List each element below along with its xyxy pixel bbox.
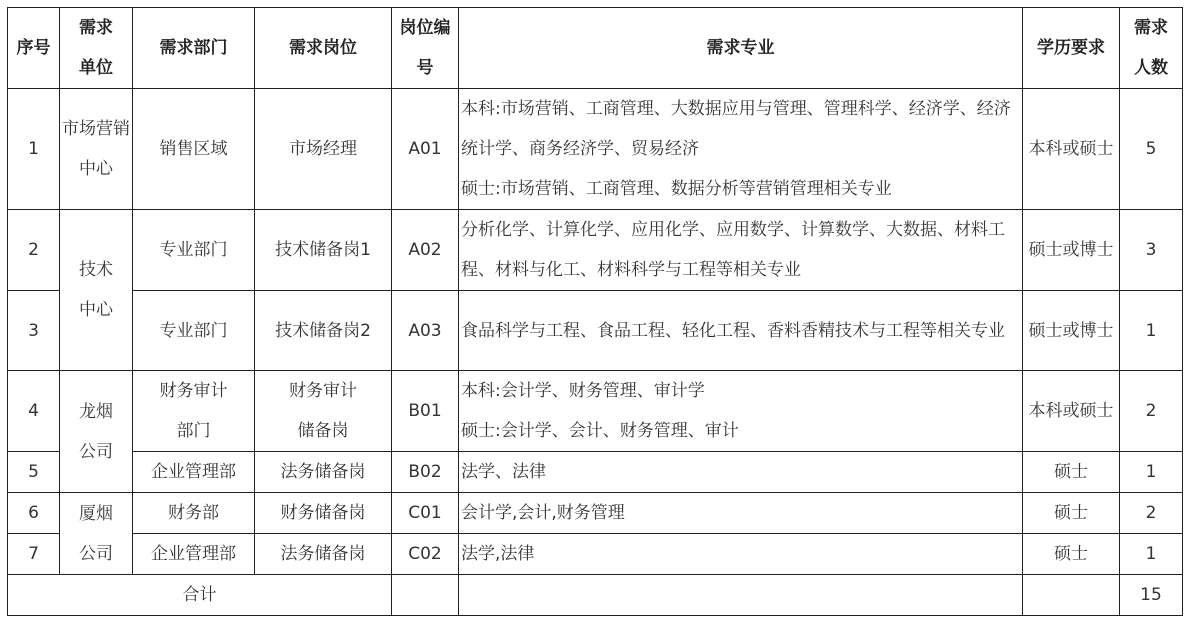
row-major	[459, 210, 1023, 291]
row-major-text: 分析化学、计算化学、应用化学、应用数学、计算数学、大数据、材料工程、材料与化工、材料科学与工程等相关专业	[461, 220, 1005, 280]
unit-xiayan-company	[60, 493, 133, 575]
row-code: A01	[392, 89, 459, 210]
header-count-line2: 人数	[1134, 58, 1168, 78]
row-count: 3	[1120, 210, 1183, 291]
row-dept: 专业部门	[133, 291, 255, 371]
row-count: 1	[1120, 291, 1183, 371]
row-edu: 硕士或博士	[1023, 210, 1120, 291]
total-row	[8, 575, 1183, 616]
row-count: 5	[1120, 89, 1183, 210]
unit-longyan-company	[60, 371, 133, 493]
table-row	[8, 452, 1183, 493]
row-edu: 本科或硕士	[1023, 371, 1120, 452]
table-row	[8, 371, 1183, 452]
row-count: 2	[1120, 493, 1183, 534]
row-count: 1	[1120, 452, 1183, 493]
row-post: 财务储备岗	[255, 493, 392, 534]
recruitment-table	[7, 7, 1183, 616]
row-edu: 硕士	[1023, 534, 1120, 575]
row-code: C01	[392, 493, 459, 534]
row-major: 法学,法律	[459, 534, 1023, 575]
header-unit-line1: 需求	[79, 18, 113, 38]
total-edu-empty	[1023, 575, 1120, 616]
row-major	[459, 89, 1023, 210]
row-dept: 企业管理部	[133, 452, 255, 493]
row-seq: 1	[8, 89, 60, 210]
header-row	[8, 8, 1183, 89]
unit-marketing-line1: 市场营销	[62, 119, 130, 139]
row-major-undergrad: 本科:市场营销、工商管理、大数据应用与管理、管理科学、经济学、经济统计学、商务经济学、贸易经济	[461, 99, 1011, 159]
header-code	[392, 8, 459, 89]
row-dept-line2: 部门	[176, 421, 211, 441]
unit-xiayan-line2: 公司	[79, 543, 113, 564]
header-dept: 需求部门	[133, 8, 255, 89]
row-edu: 硕士	[1023, 493, 1120, 534]
row-code: A03	[392, 291, 459, 371]
unit-tech-line2: 中心	[79, 300, 113, 320]
row-edu: 硕士	[1023, 452, 1120, 493]
row-post: 市场经理	[255, 89, 392, 210]
row-seq: 6	[8, 493, 60, 534]
row-post	[255, 371, 392, 452]
header-edu: 学历要求	[1023, 8, 1120, 89]
row-major-master: 硕士:市场营销、工商管理、数据分析等营销管理相关专业	[461, 179, 892, 199]
row-dept: 销售区域	[133, 89, 255, 210]
row-dept	[133, 371, 255, 452]
table-row	[8, 291, 1183, 371]
header-major: 需求专业	[459, 8, 1023, 89]
unit-longyan-line1: 龙烟	[79, 401, 113, 422]
unit-marketing-center	[60, 89, 133, 210]
row-post-line2: 储备岗	[297, 421, 349, 441]
row-code: B02	[392, 452, 459, 493]
total-label: 合计	[8, 575, 392, 616]
row-count: 1	[1120, 534, 1183, 575]
row-post-line1: 财务审计	[289, 381, 357, 401]
row-major: 会计学,会计,财务管理	[459, 493, 1023, 534]
unit-marketing-line2: 中心	[79, 159, 113, 179]
header-count	[1120, 8, 1183, 89]
unit-xiayan-line1: 厦烟	[79, 503, 113, 524]
total-code-empty	[392, 575, 459, 616]
table-row	[8, 534, 1183, 575]
row-seq: 3	[8, 291, 60, 371]
row-edu: 硕士或博士	[1023, 291, 1120, 371]
header-count-line1: 需求	[1134, 18, 1168, 38]
total-major-empty	[459, 575, 1023, 616]
row-post: 法务储备岗	[255, 452, 392, 493]
unit-longyan-line2: 公司	[79, 441, 113, 462]
header-code-line1: 岗位编	[399, 18, 451, 38]
unit-tech-line1: 技术	[79, 260, 113, 280]
row-code: C02	[392, 534, 459, 575]
row-major: 法学、法律	[459, 452, 1023, 493]
row-post: 法务储备岗	[255, 534, 392, 575]
table-row	[8, 210, 1183, 291]
row-major-master: 硕士:会计学、会计、财务管理、审计	[461, 421, 739, 441]
row-code: A02	[392, 210, 459, 291]
row-seq: 5	[8, 452, 60, 493]
unit-tech-center	[60, 210, 133, 371]
row-seq: 4	[8, 371, 60, 452]
row-major-text: 食品科学与工程、食品工程、轻化工程、香料香精技术与工程等相关专业	[461, 320, 1005, 341]
row-seq: 2	[8, 210, 60, 291]
row-major	[459, 371, 1023, 452]
row-dept: 财务部	[133, 493, 255, 534]
row-major	[459, 291, 1023, 371]
row-seq: 7	[8, 534, 60, 575]
header-unit-line2: 单位	[79, 58, 113, 78]
row-dept: 企业管理部	[133, 534, 255, 575]
header-code-line2: 号	[416, 58, 434, 78]
row-dept-line1: 财务审计	[159, 381, 228, 401]
row-dept: 专业部门	[133, 210, 255, 291]
header-seq: 序号	[8, 8, 60, 89]
header-unit	[60, 8, 133, 89]
table-row	[8, 493, 1183, 534]
row-count: 2	[1120, 371, 1183, 452]
row-post: 技术储备岗2	[255, 291, 392, 371]
row-edu: 本科或硕士	[1023, 89, 1120, 210]
total-count: 15	[1120, 575, 1183, 616]
row-major-undergrad: 本科:会计学、财务管理、审计学	[461, 381, 705, 401]
row-post: 技术储备岗1	[255, 210, 392, 291]
row-code: B01	[392, 371, 459, 452]
table-row	[8, 89, 1183, 210]
header-post: 需求岗位	[255, 8, 392, 89]
